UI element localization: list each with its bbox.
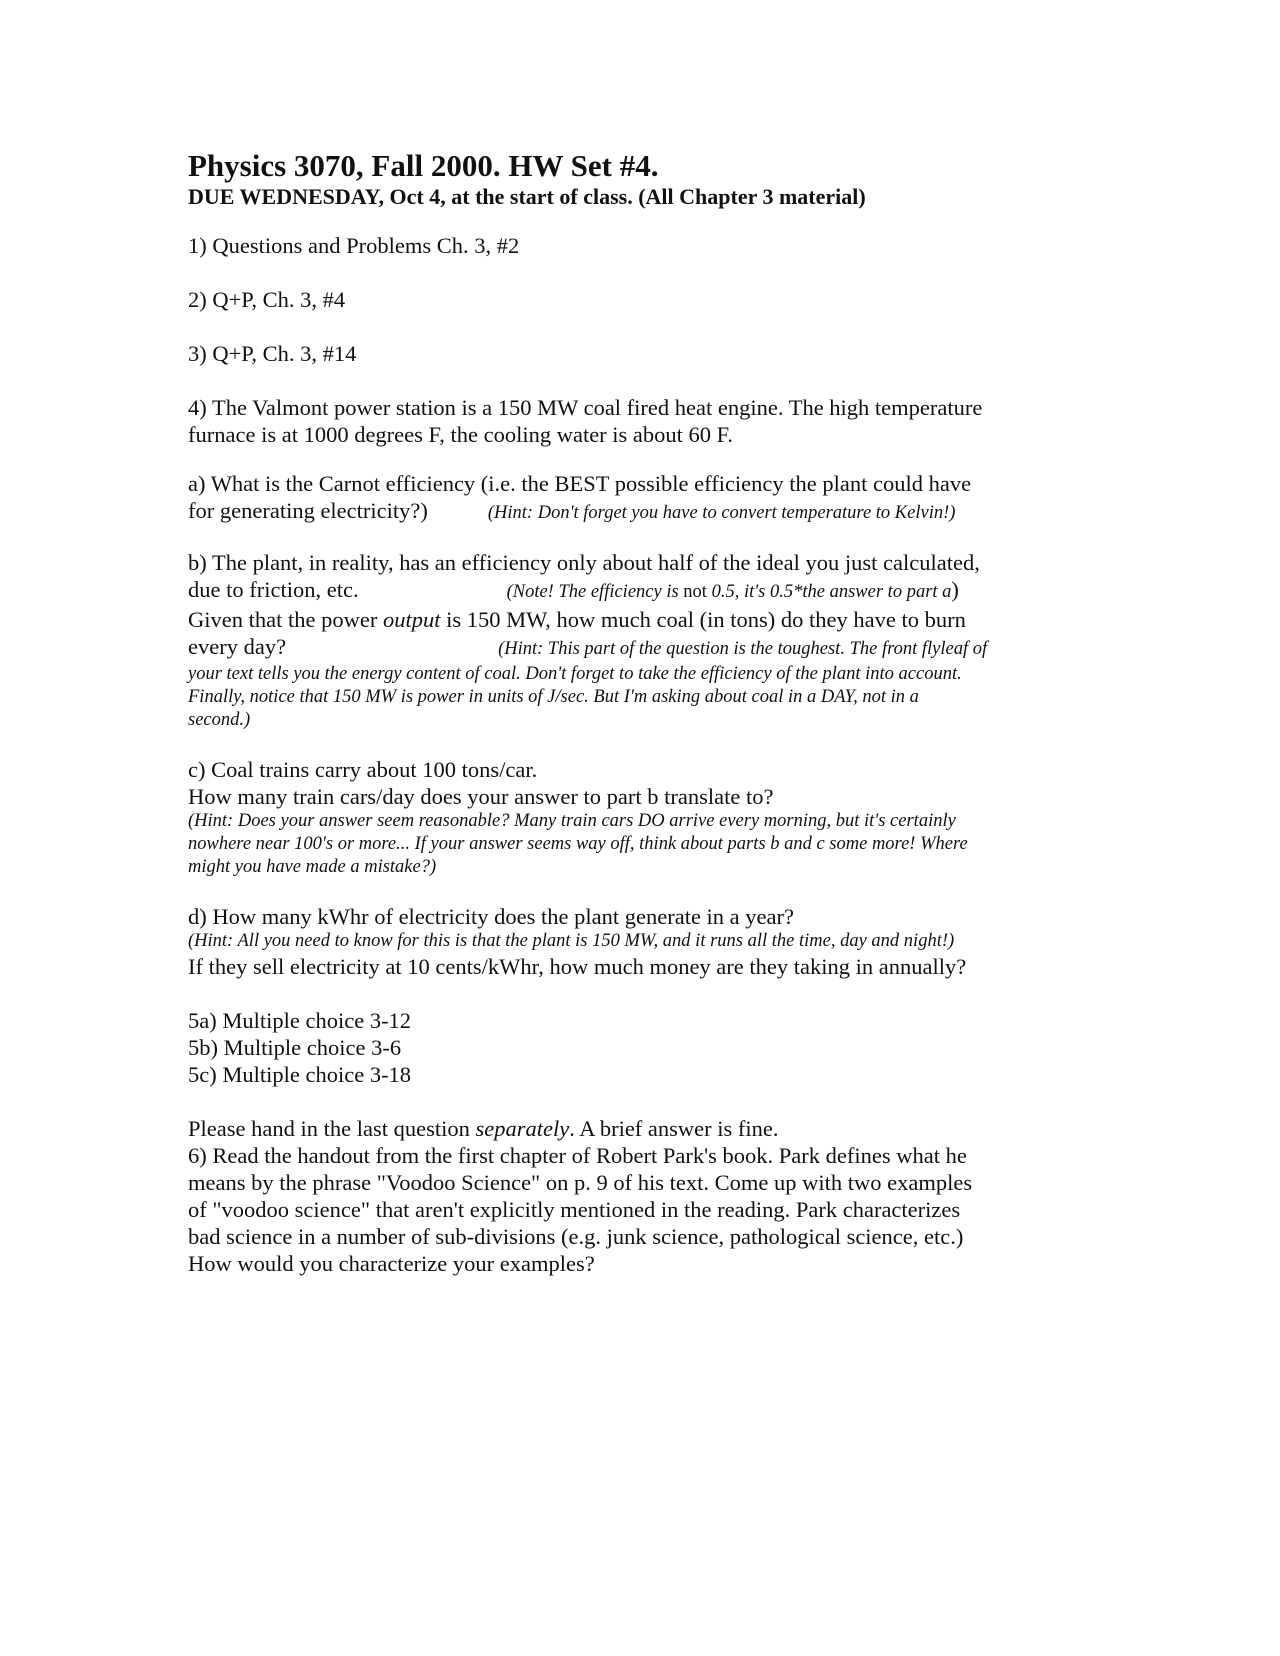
q6-hand-in-pre: Please hand in the last question <box>188 1116 476 1141</box>
q4b-hint-line-4: second.) <box>188 710 251 730</box>
q6-hand-in-emphasis: separately <box>475 1116 570 1141</box>
question-3: 3) Q+P, Ch. 3, #14 <box>188 341 357 366</box>
q4b-text: due to friction, etc. <box>188 577 359 602</box>
q4b-note-part-2: 0.5, it's 0.5*the answer to part a <box>706 582 952 602</box>
q4b-line-3-post: is 150 MW, how much coal (in tons) do they have to burn <box>440 607 966 632</box>
q4b-note-not: not <box>683 582 707 602</box>
q4b-line-3 <box>188 606 1098 633</box>
due-date-subtitle: DUE WEDNESDAY, Oct 4, at the start of class. (All Chapter 3 material) <box>188 184 866 209</box>
q4b-line-3-emphasis: output <box>382 607 441 632</box>
q4-intro-line-1: 4) The Valmont power station is a 150 MW coal fired heat engine. The high temperature <box>188 395 983 420</box>
q4b-text-every-day: every day? <box>188 634 287 659</box>
q5a: 5a) Multiple choice 3-12 <box>188 1008 412 1033</box>
q6-line-5: How would you characterize your examples? <box>188 1251 595 1276</box>
q4b-note <box>507 576 959 606</box>
q4b-line-3-pre: Given that the power <box>188 607 383 632</box>
document-page <box>188 148 1098 1277</box>
q4b-line-4 <box>188 633 1098 663</box>
page-title: Physics 3070, Fall 2000. HW Set #4. <box>188 148 659 183</box>
question-2: 2) Q+P, Ch. 3, #4 <box>188 287 346 312</box>
q4b-hint-line-3: Finally, notice that 150 MW is power in units of J/sec. But I'm asking about coal in a DAY, not in a <box>188 687 919 707</box>
q4b-note-close: ) <box>951 577 959 602</box>
q4b-line-2 <box>188 576 1098 606</box>
q6-line-1: 6) Read the handout from the first chapter of Robert Park's book. Park defines what he <box>188 1143 967 1168</box>
q4a-line-2 <box>188 497 1098 527</box>
q5c: 5c) Multiple choice 3-18 <box>188 1062 412 1087</box>
q4b-hint-line-1: (Hint: This part of the question is the toughest. The front flyleaf of <box>498 639 988 659</box>
q5b: 5b) Multiple choice 3-6 <box>188 1035 402 1060</box>
q4c-line-2: How many train cars/day does your answer to part b translate to? <box>188 784 774 809</box>
q4c-hint-line-2: nowhere near 100's or more... If your answer seems way off, think about parts b and c some more! Where <box>188 834 968 854</box>
q4-intro-line-2: furnace is at 1000 degrees F, the cooling water is about 60 F. <box>188 422 734 447</box>
question-4 <box>188 394 1098 980</box>
q6-line-3: of "voodoo science" that aren't explicitly mentioned in the reading. Park characterizes <box>188 1197 961 1222</box>
q4c-line-1: c) Coal trains carry about 100 tons/car. <box>188 757 538 782</box>
q4b-hint-line-2: your text tells you the energy content of coal. Don't forget to take the efficiency of the plant into account. <box>188 664 962 684</box>
question-1: 1) Questions and Problems Ch. 3, #2 <box>188 233 520 258</box>
q6-line-2: means by the phrase "Voodoo Science" on p. 9 of his text. Come up with two examples <box>188 1170 973 1195</box>
q4c-hint-line-3: might you have made a mistake?) <box>188 857 437 877</box>
q4d-line-1: d) How many kWhr of electricity does the plant generate in a year? <box>188 904 794 929</box>
q6-hand-in-note <box>188 1115 1098 1142</box>
q4a-text: for generating electricity?) <box>188 498 428 523</box>
q4a-hint: (Hint: Don't forget you have to convert temperature to Kelvin!) <box>487 503 956 523</box>
q4b-note-part-1: (Note! The efficiency is <box>506 582 684 602</box>
q6-hand-in-post: . A brief answer is fine. <box>569 1116 779 1141</box>
q4d-line-2: If they sell electricity at 10 cents/kWhr, how much money are they taking in annually? <box>188 954 967 979</box>
q4c-hint-line-1: (Hint: Does your answer seem reasonable? Many train cars DO arrive every morning, but it's certainly <box>188 811 956 831</box>
q4b-line-1: b) The plant, in reality, has an efficiency only about half of the ideal you just calculated, <box>188 550 980 575</box>
q4d-hint: (Hint: All you need to know for this is that the plant is 150 MW, and it runs all the time, day and night!) <box>188 931 955 951</box>
question-6 <box>188 1115 1098 1277</box>
q4a-line-1: a) What is the Carnot efficiency (i.e. the BEST possible efficiency the plant could have <box>188 471 972 496</box>
q6-line-4: bad science in a number of sub-divisions (e.g. junk science, pathological science, etc.) <box>188 1224 964 1249</box>
question-5 <box>188 1007 1098 1088</box>
